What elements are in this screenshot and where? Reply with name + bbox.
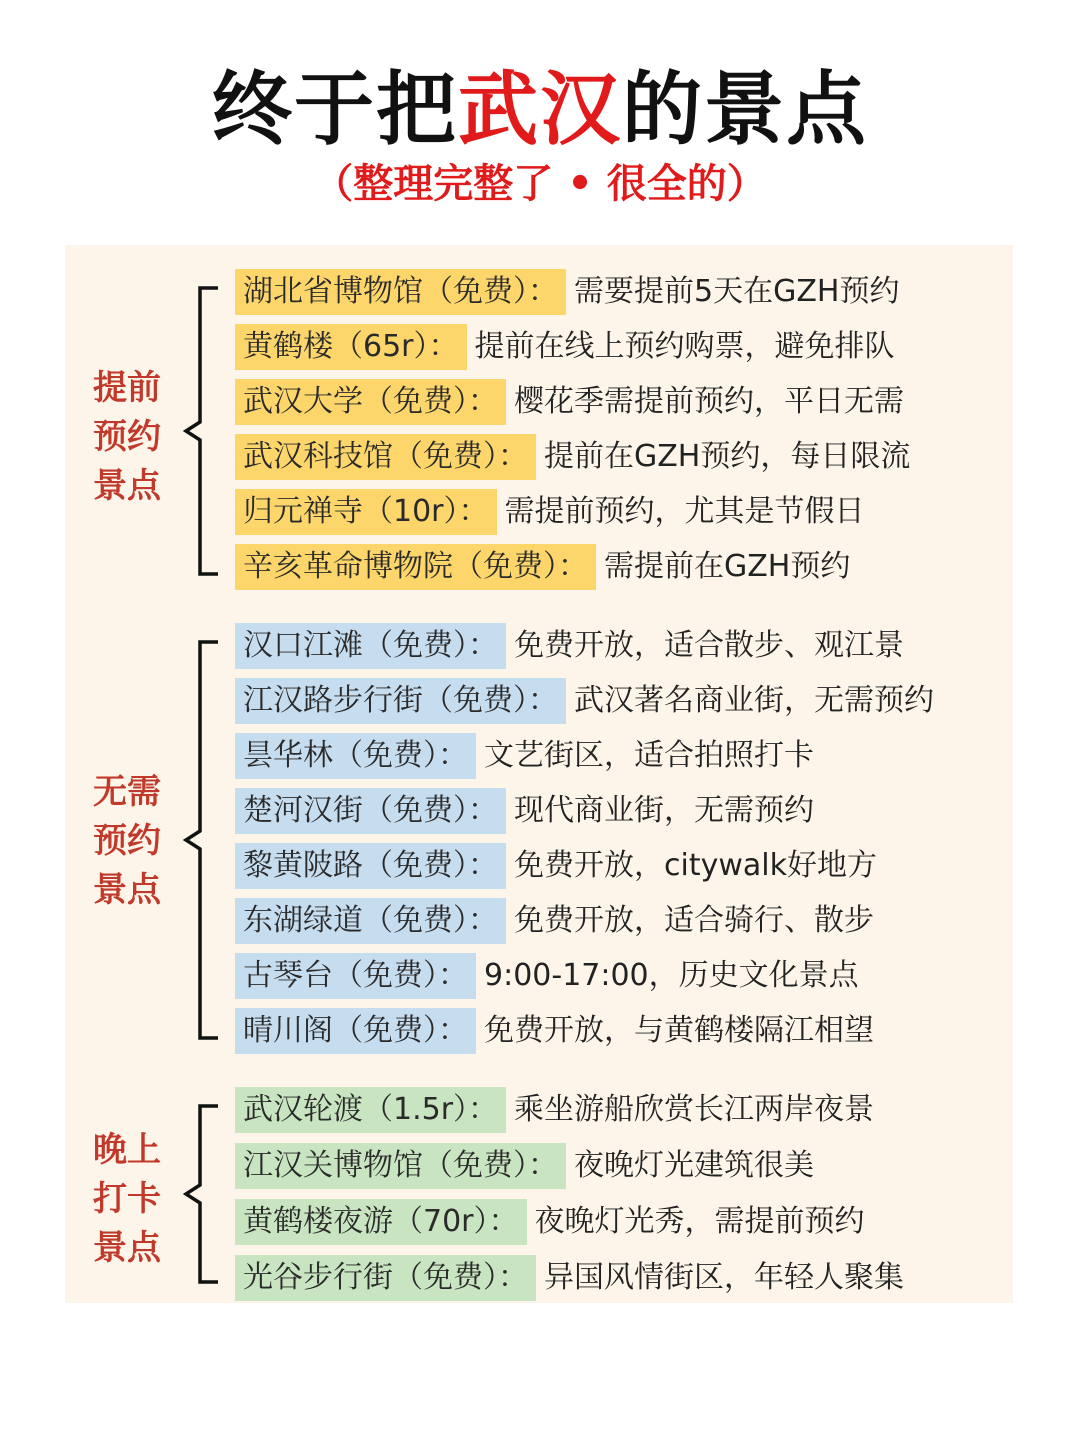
spot-desc: 武汉著名商业街，无需预约 — [574, 683, 934, 718]
list-item — [235, 489, 865, 535]
spot-name: 辛亥革命博物院（免费）： — [235, 544, 596, 590]
spot-desc: 9:00-17:00，历史文化景点 — [484, 958, 859, 993]
brace-night — [178, 1098, 222, 1290]
spot-name: 黎黄陂路（免费）： — [235, 843, 506, 889]
list-item — [235, 269, 899, 315]
brace-no-reserve — [178, 634, 222, 1046]
spot-name: 昙华林（免费）： — [235, 733, 476, 779]
spot-desc: 现代商业街，无需预约 — [514, 793, 814, 828]
title-highlight: 武汉 — [458, 63, 622, 156]
spot-name: 湖北省博物馆（免费）： — [235, 269, 566, 315]
spot-desc: 免费开放，与黄鹤楼隔江相望 — [484, 1013, 874, 1048]
spot-name: 光谷步行街（免费）： — [235, 1255, 536, 1301]
group-label-no-reserve: 无需 预约 景点 — [93, 772, 161, 910]
list-item — [235, 623, 904, 669]
spot-desc: 樱花季需提前预约，平日无需 — [514, 384, 904, 419]
list-item — [235, 843, 877, 889]
spot-desc: 需提前在GZH预约 — [604, 549, 851, 584]
spot-name: 晴川阁（免费）： — [235, 1008, 476, 1054]
spot-desc: 提前在线上预约购票，避免排队 — [474, 329, 895, 364]
spot-desc: 需要提前5天在GZH预约 — [574, 274, 900, 309]
spot-name: 归元禅寺（10r）： — [235, 489, 497, 535]
spot-name: 东湖绿道（免费）： — [235, 898, 506, 944]
spot-name: 黄鹤楼（65r）： — [235, 324, 467, 370]
list-item — [235, 1008, 874, 1054]
group-label-reserve: 提前 预约 景点 — [93, 368, 161, 506]
list-item — [235, 1143, 814, 1189]
list-item — [235, 953, 859, 999]
spot-desc: 文艺街区，适合拍照打卡 — [484, 738, 814, 773]
page-title: 终于把武汉的景点 — [212, 63, 868, 156]
list-item — [235, 324, 895, 370]
spot-desc: 免费开放，适合骑行、散步 — [514, 903, 874, 938]
list-item — [235, 678, 934, 724]
spot-name: 江汉关博物馆（免费）： — [235, 1143, 566, 1189]
spot-name: 江汉路步行街（免费）： — [235, 678, 566, 724]
brace-reserve — [178, 280, 222, 582]
spot-desc: 需提前预约，尤其是节假日 — [504, 494, 865, 529]
spot-desc: 免费开放，citywalk好地方 — [514, 848, 877, 883]
spot-desc: 免费开放，适合散步、观江景 — [514, 628, 904, 663]
spot-name: 楚河汉街（免费）： — [235, 788, 506, 834]
list-item — [235, 379, 904, 425]
list-item — [235, 544, 850, 590]
spot-desc: 异国风情街区，年轻人聚集 — [544, 1260, 904, 1295]
spot-desc: 乘坐游船欣赏长江两岸夜景 — [514, 1092, 875, 1127]
list-item — [235, 434, 910, 480]
list-item — [235, 1255, 904, 1301]
spot-name: 古琴台（免费）： — [235, 953, 476, 999]
page-subtitle: （整理完整了 • 很全的） — [313, 161, 767, 207]
spot-name: 黄鹤楼夜游（70r）： — [235, 1199, 527, 1245]
spot-desc: 夜晚灯光建筑很美 — [574, 1148, 814, 1183]
spot-desc: 提前在GZH预约，每日限流 — [544, 439, 911, 474]
spot-name: 武汉大学（免费）： — [235, 379, 506, 425]
list-item — [235, 898, 874, 944]
group-label-night: 晚上 打卡 景点 — [93, 1130, 161, 1268]
list-item — [235, 788, 814, 834]
spot-name: 武汉轮渡（1.5r）： — [235, 1087, 506, 1133]
spot-desc: 夜晚灯光秀，需提前预约 — [534, 1204, 865, 1239]
list-item — [235, 733, 814, 779]
spot-name: 汉口江滩（免费）： — [235, 623, 506, 669]
list-item — [235, 1087, 874, 1133]
list-item — [235, 1199, 865, 1245]
spot-name: 武汉科技馆（免费）： — [235, 434, 536, 480]
